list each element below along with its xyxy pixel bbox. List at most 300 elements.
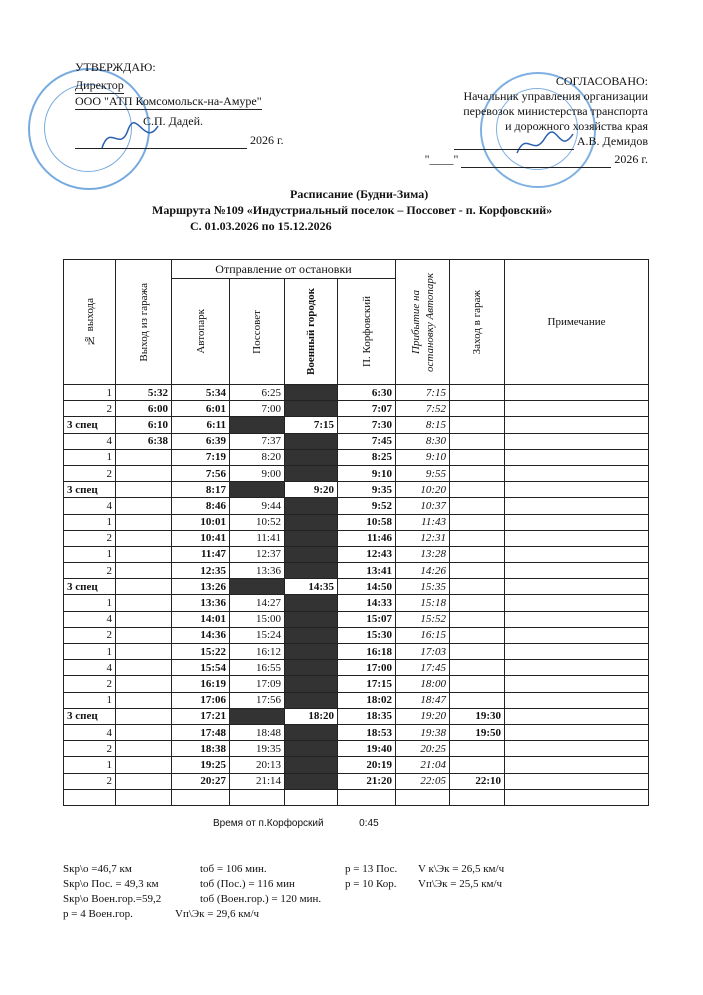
cell-voen: 18:20 (285, 708, 338, 724)
cell-garage: 6:38 (116, 433, 172, 449)
cell-arr: 8:30 (396, 433, 450, 449)
cell-voen (285, 644, 338, 660)
cell-arr: 11:43 (396, 514, 450, 530)
cell-note (505, 724, 649, 740)
cell-note (505, 741, 649, 757)
cell-avto: 8:46 (172, 498, 230, 514)
cell-gin (450, 385, 505, 401)
header-garage-out: Выход из гаража (116, 260, 172, 385)
cell-pos: 12:37 (230, 546, 285, 562)
cell-arr: 7:15 (396, 385, 450, 401)
cell-avto: 7:56 (172, 465, 230, 481)
cell-gin (450, 530, 505, 546)
cell-voen (285, 627, 338, 643)
cell-voen (285, 773, 338, 789)
table-row (64, 449, 649, 465)
cell-avto (172, 789, 230, 805)
cell-arr: 22:05 (396, 773, 450, 789)
cell-note (505, 708, 649, 724)
cell-exit: 1 (64, 514, 116, 530)
cell-pos: 10:52 (230, 514, 285, 530)
cell-note (505, 660, 649, 676)
agree-line3: и дорожного хозяйства края (505, 119, 648, 133)
cell-gin (450, 757, 505, 773)
cell-voen (285, 692, 338, 708)
cell-korf: 16:18 (338, 644, 396, 660)
cell-gin (450, 660, 505, 676)
cell-gin (450, 789, 505, 805)
table-row (64, 530, 649, 546)
cell-note (505, 789, 649, 805)
cell-pos: 13:36 (230, 563, 285, 579)
table-row (64, 627, 649, 643)
cell-note (505, 530, 649, 546)
cell-gin (450, 611, 505, 627)
cell-pos (230, 417, 285, 433)
cell-arr: 20:25 (396, 741, 450, 757)
cell-pos: 18:48 (230, 724, 285, 740)
cell-pos: 8:20 (230, 449, 285, 465)
cell-garage (116, 482, 172, 498)
cell-garage (116, 741, 172, 757)
stat-line: Sкр\о Воен.гор.=59,2 (63, 893, 162, 905)
cell-exit: 2 (64, 563, 116, 579)
cell-garage (116, 708, 172, 724)
table-row (64, 563, 649, 579)
cell-garage (116, 530, 172, 546)
cell-exit: 4 (64, 498, 116, 514)
cell-gin (450, 433, 505, 449)
cell-garage (116, 692, 172, 708)
table-row (64, 611, 649, 627)
cell-garage (116, 449, 172, 465)
cell-pos: 6:25 (230, 385, 285, 401)
header-exit-no: № выхода (64, 260, 116, 385)
cell-arr: 19:20 (396, 708, 450, 724)
cell-garage: 6:00 (116, 401, 172, 417)
cell-exit: 1 (64, 595, 116, 611)
stat-line: V к\Эк = 26,5 км/ч (418, 863, 505, 875)
cell-avto: 6:11 (172, 417, 230, 433)
cell-avto: 15:54 (172, 660, 230, 676)
cell-korf: 10:58 (338, 514, 396, 530)
cell-korf: 8:25 (338, 449, 396, 465)
cell-arr: 10:20 (396, 482, 450, 498)
cell-avto: 8:17 (172, 482, 230, 498)
cell-garage (116, 611, 172, 627)
stat-line: tоб (Пос.) = 116 мин (200, 878, 295, 890)
approve-sign-line (75, 133, 247, 149)
cell-gin: 22:10 (450, 773, 505, 789)
cell-gin (450, 579, 505, 595)
table-row (64, 789, 649, 805)
cell-voen (285, 498, 338, 514)
cell-arr: 17:03 (396, 644, 450, 660)
cell-avto: 17:21 (172, 708, 230, 724)
agree-year: 2026 г. (614, 152, 648, 166)
header-voen: Военный городок (285, 279, 338, 385)
cell-note (505, 611, 649, 627)
table-row (64, 676, 649, 692)
cell-korf: 17:15 (338, 676, 396, 692)
approve-block (75, 60, 284, 149)
agree-date-prefix: "____" (424, 152, 459, 166)
cell-voen: 14:35 (285, 579, 338, 595)
cell-garage (116, 579, 172, 595)
cell-pos: 17:56 (230, 692, 285, 708)
table-row (64, 660, 649, 676)
cell-voen (285, 514, 338, 530)
cell-arr: 9:10 (396, 449, 450, 465)
cell-korf: 7:45 (338, 433, 396, 449)
table-row (64, 741, 649, 757)
cell-korf: 15:07 (338, 611, 396, 627)
cell-korf: 9:52 (338, 498, 396, 514)
cell-exit: 2 (64, 773, 116, 789)
cell-pos: 21:14 (230, 773, 285, 789)
cell-note (505, 773, 649, 789)
cell-gin (450, 563, 505, 579)
cell-garage (116, 514, 172, 530)
cell-garage (116, 563, 172, 579)
cell-gin (450, 449, 505, 465)
table-row (64, 644, 649, 660)
cell-avto: 13:36 (172, 595, 230, 611)
cell-garage (116, 660, 172, 676)
cell-korf: 21:20 (338, 773, 396, 789)
cell-gin: 19:50 (450, 724, 505, 740)
time-note-label: Время от п.Корфорский (213, 818, 324, 829)
cell-note (505, 757, 649, 773)
table-row (64, 498, 649, 514)
cell-voen (285, 724, 338, 740)
cell-voen (285, 465, 338, 481)
cell-gin (450, 514, 505, 530)
cell-avto: 14:36 (172, 627, 230, 643)
cell-garage (116, 595, 172, 611)
agree-line1: Начальник управления организации (463, 89, 648, 103)
cell-pos: 7:00 (230, 401, 285, 417)
cell-arr: 16:15 (396, 627, 450, 643)
cell-pos: 20:13 (230, 757, 285, 773)
cell-pos: 16:55 (230, 660, 285, 676)
approve-name: С.П. Дадей. (143, 114, 204, 128)
cell-avto: 10:41 (172, 530, 230, 546)
approve-org: ООО "АТП Комсомольск-на-Амуре" (75, 94, 262, 108)
cell-voen (285, 449, 338, 465)
cell-korf: 11:46 (338, 530, 396, 546)
cell-gin (450, 692, 505, 708)
cell-avto: 6:01 (172, 401, 230, 417)
schedule-table (63, 259, 649, 806)
header-garage-in: Заход в гараж (450, 260, 505, 385)
cell-arr (396, 789, 450, 805)
table-row (64, 465, 649, 481)
cell-exit: 2 (64, 401, 116, 417)
cell-voen: 7:15 (285, 417, 338, 433)
cell-garage (116, 757, 172, 773)
cell-exit (64, 789, 116, 805)
cell-pos: 15:24 (230, 627, 285, 643)
cell-gin (450, 644, 505, 660)
cell-arr: 17:45 (396, 660, 450, 676)
agree-block (425, 74, 648, 168)
cell-exit: 1 (64, 692, 116, 708)
cell-garage (116, 546, 172, 562)
approve-heading: УТВЕРЖДАЮ: (75, 60, 156, 74)
cell-voen (285, 676, 338, 692)
table-row (64, 773, 649, 789)
cell-garage (116, 789, 172, 805)
table-row (64, 595, 649, 611)
cell-pos: 9:00 (230, 465, 285, 481)
cell-gin (450, 595, 505, 611)
approve-role: Директор (75, 78, 124, 92)
cell-gin (450, 498, 505, 514)
cell-voen (285, 530, 338, 546)
cell-note (505, 465, 649, 481)
stats-col-4 (418, 862, 504, 892)
header-possovet: Поссовет (230, 279, 285, 385)
cell-avto: 10:01 (172, 514, 230, 530)
approve-year: 2026 г. (250, 133, 284, 147)
cell-gin (450, 465, 505, 481)
table-row (64, 708, 649, 724)
table-row (64, 482, 649, 498)
cell-voen (285, 546, 338, 562)
cell-garage: 6:10 (116, 417, 172, 433)
period-title: С. 01.03.2026 по 15.12.2026 (190, 219, 332, 233)
cell-avto: 7:19 (172, 449, 230, 465)
cell-arr: 14:26 (396, 563, 450, 579)
cell-voen (285, 563, 338, 579)
cell-korf: 20:19 (338, 757, 396, 773)
cell-arr: 15:35 (396, 579, 450, 595)
cell-gin: 19:30 (450, 708, 505, 724)
cell-gin (450, 676, 505, 692)
cell-voen (285, 789, 338, 805)
cell-korf: 6:30 (338, 385, 396, 401)
cell-garage (116, 773, 172, 789)
cell-gin (450, 627, 505, 643)
cell-korf: 18:53 (338, 724, 396, 740)
cell-garage (116, 498, 172, 514)
cell-exit: 3 спец (64, 579, 116, 595)
cell-korf: 15:30 (338, 627, 396, 643)
cell-voen (285, 433, 338, 449)
cell-gin (450, 401, 505, 417)
cell-gin (450, 546, 505, 562)
cell-voen: 9:20 (285, 482, 338, 498)
cell-arr: 9:55 (396, 465, 450, 481)
cell-pos: 17:09 (230, 676, 285, 692)
cell-korf: 13:41 (338, 563, 396, 579)
table-row (64, 724, 649, 740)
cell-pos: 15:00 (230, 611, 285, 627)
cell-avto: 6:39 (172, 433, 230, 449)
cell-avto: 15:22 (172, 644, 230, 660)
cell-voen (285, 401, 338, 417)
table-row (64, 579, 649, 595)
cell-exit: 1 (64, 385, 116, 401)
cell-korf: 18:35 (338, 708, 396, 724)
cell-korf: 7:07 (338, 401, 396, 417)
cell-gin (450, 482, 505, 498)
cell-arr: 15:52 (396, 611, 450, 627)
table-row (64, 385, 649, 401)
table-row (64, 433, 649, 449)
header-note: Примечание (505, 260, 649, 385)
stat-line: tоб (Воен.гор.) = 120 мин. (200, 893, 322, 905)
cell-garage (116, 627, 172, 643)
cell-voen (285, 741, 338, 757)
cell-exit: 3 спец (64, 708, 116, 724)
cell-note (505, 579, 649, 595)
stats-col-2 (175, 862, 322, 922)
cell-exit: 2 (64, 676, 116, 692)
title-block (0, 186, 703, 234)
cell-arr: 18:00 (396, 676, 450, 692)
cell-note (505, 449, 649, 465)
stat-line: р = 4 Воен.гор. (63, 908, 133, 920)
time-note (213, 818, 379, 829)
table-row (64, 514, 649, 530)
cell-avto: 12:35 (172, 563, 230, 579)
cell-garage (116, 724, 172, 740)
header-arrival: Прибытие на остановку Автопарк (396, 260, 450, 385)
time-note-value: 0:45 (359, 818, 379, 829)
cell-garage (116, 465, 172, 481)
cell-note (505, 401, 649, 417)
cell-garage: 5:32 (116, 385, 172, 401)
cell-exit: 1 (64, 546, 116, 562)
cell-pos (230, 708, 285, 724)
cell-avto: 13:26 (172, 579, 230, 595)
table-row (64, 692, 649, 708)
cell-korf: 17:00 (338, 660, 396, 676)
cell-pos: 7:37 (230, 433, 285, 449)
cell-note (505, 514, 649, 530)
stat-line: tоб = 106 мин. (200, 863, 267, 875)
cell-note (505, 644, 649, 660)
cell-avto: 14:01 (172, 611, 230, 627)
stat-line: р = 13 Пос. (345, 863, 398, 875)
cell-exit: 2 (64, 627, 116, 643)
cell-korf: 12:43 (338, 546, 396, 562)
cell-voen (285, 385, 338, 401)
cell-pos (230, 789, 285, 805)
cell-garage (116, 676, 172, 692)
cell-voen (285, 595, 338, 611)
stats-col-1 (63, 862, 161, 922)
cell-avto: 17:48 (172, 724, 230, 740)
cell-korf: 14:50 (338, 579, 396, 595)
agree-date-line (461, 152, 611, 168)
agree-heading: СОГЛАСОВАНО: (555, 74, 648, 88)
header-departure-group: Отправление от остановки (172, 260, 396, 279)
cell-avto: 20:27 (172, 773, 230, 789)
cell-arr: 7:52 (396, 401, 450, 417)
cell-note (505, 385, 649, 401)
table-row (64, 417, 649, 433)
route-title: Маршрута №109 «Индустриальный поселок – Поссовет - п. Корфовский» (152, 203, 553, 217)
cell-korf: 9:10 (338, 465, 396, 481)
cell-voen (285, 660, 338, 676)
cell-note (505, 692, 649, 708)
stat-line: Sкр\о =46,7 км (63, 863, 132, 875)
cell-avto: 16:19 (172, 676, 230, 692)
cell-exit: 1 (64, 757, 116, 773)
cell-exit: 1 (64, 644, 116, 660)
header-avtopark: Автопарк (172, 279, 230, 385)
cell-arr: 8:15 (396, 417, 450, 433)
cell-avto: 18:38 (172, 741, 230, 757)
cell-pos: 14:27 (230, 595, 285, 611)
table-row (64, 401, 649, 417)
cell-korf: 18:02 (338, 692, 396, 708)
cell-exit: 2 (64, 741, 116, 757)
cell-exit: 4 (64, 724, 116, 740)
cell-arr: 10:37 (396, 498, 450, 514)
cell-avto: 5:34 (172, 385, 230, 401)
cell-pos: 16:12 (230, 644, 285, 660)
cell-pos: 19:35 (230, 741, 285, 757)
cell-arr: 15:18 (396, 595, 450, 611)
stat-line: Vп\Эк = 29,6 км/ч (175, 908, 260, 920)
cell-note (505, 627, 649, 643)
cell-voen (285, 757, 338, 773)
cell-note (505, 563, 649, 579)
cell-pos (230, 482, 285, 498)
stat-line: Vп\Эк = 25,5 км/ч (418, 878, 503, 890)
cell-korf: 19:40 (338, 741, 396, 757)
cell-exit: 4 (64, 660, 116, 676)
stats-col-3 (345, 862, 397, 892)
schedule-title: Расписание (Будни-Зима) (290, 187, 429, 201)
agree-sign-line (454, 134, 574, 150)
cell-garage (116, 644, 172, 660)
cell-note (505, 595, 649, 611)
cell-exit: 4 (64, 611, 116, 627)
cell-exit: 3 спец (64, 417, 116, 433)
agree-line2: перевозок министерства транспорта (463, 104, 648, 118)
cell-arr: 19:38 (396, 724, 450, 740)
cell-korf: 14:33 (338, 595, 396, 611)
cell-arr: 13:28 (396, 546, 450, 562)
cell-note (505, 417, 649, 433)
cell-gin (450, 741, 505, 757)
cell-gin (450, 417, 505, 433)
cell-avto: 17:06 (172, 692, 230, 708)
cell-arr: 18:47 (396, 692, 450, 708)
cell-voen (285, 611, 338, 627)
cell-korf (338, 789, 396, 805)
stat-line: р = 10 Кор. (345, 878, 397, 890)
cell-note (505, 676, 649, 692)
cell-exit: 2 (64, 465, 116, 481)
cell-note (505, 433, 649, 449)
stat-line: Sкр\о Пос. = 49,3 км (63, 878, 159, 890)
table-row (64, 757, 649, 773)
header-korf: П. Корфовский (338, 279, 396, 385)
cell-note (505, 482, 649, 498)
cell-exit: 4 (64, 433, 116, 449)
cell-exit: 1 (64, 449, 116, 465)
cell-pos: 11:41 (230, 530, 285, 546)
cell-note (505, 546, 649, 562)
cell-avto: 19:25 (172, 757, 230, 773)
table-row (64, 546, 649, 562)
